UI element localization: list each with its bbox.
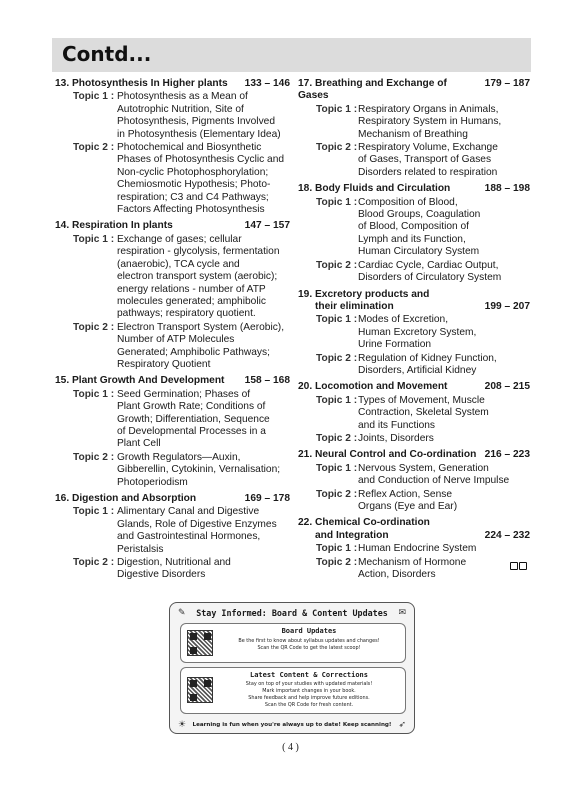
board-updates-line: Be the first to know about syllabus updates and changes! [238,638,380,644]
topic-entry [298,260,530,285]
topic-label: Topic 1 : [298,197,356,259]
topic-description [356,104,530,141]
topic-line: Regulation of Kidney Function, [358,352,497,364]
topic-label: Topic 1 : [55,506,115,556]
topic-entry [55,142,290,216]
topic-line: and its Functions [358,419,436,431]
topic-description [356,197,530,259]
chapter-title-continued: and Integration [315,529,389,541]
topic-line: Photosynthesis as a Mean of [117,91,248,103]
topic-label: Topic 1 : [298,104,356,141]
topic-description [356,463,530,488]
topic-entry [55,506,290,556]
chapter-page-range: 188 – 198 [484,183,530,195]
topic-label: Topic 2 : [298,557,356,582]
topic-line: Nervous System, Generation [358,462,489,474]
topic-line: Blood Groups, Coagulation [358,209,481,221]
topic-label: Topic 2 : [55,322,115,372]
topic-line: Human Circulatory System [358,246,480,258]
info-box-footer: Learning is fun when you're always up to date! Keep scanning! [192,722,392,728]
content-updates-line: Mark important changes in your book. [262,688,356,694]
board-updates-line: Scan the QR Code to get the latest scoop! [257,645,361,651]
chapter-title: 16. Digestion and Absorption [55,493,197,504]
topic-line: Human Endocrine System [358,543,477,555]
topic-label: Topic 1 : [55,234,115,321]
topic-label: Topic 2 : [298,489,356,514]
contents-left-column [55,78,290,582]
topic-line: Factors Affecting Photosynthesis [117,204,265,216]
page-number: ( 4 ) [282,742,299,753]
topic-line: Chemiosmotic Hypothesis; Photo- [117,179,271,191]
chapter-title: 19. Excretory products and [298,288,430,300]
board-updates-heading: Board Updates [281,627,337,635]
rocket-icon: ➶ [398,719,406,729]
topic-line: Disorders, Artificial Kidney [358,364,477,376]
chapter-title: 15. Plant Growth And Development [55,375,225,387]
topic-entry [298,395,530,432]
topic-line: Contraction, Skeletal System [358,407,489,419]
topic-description [115,234,290,321]
topic-line: Reflex Action, Sense [358,488,453,500]
topic-line: Digestion, Nutritional and [117,557,231,569]
chapter-heading [55,78,290,90]
topic-line: of Developmental Processes in a [117,425,266,437]
chapter-heading [298,517,530,542]
topic-label: Topic 1 : [55,389,115,451]
chapter-title: 22. Chemical Co-ordination [298,517,430,529]
chapter-heading [298,381,530,393]
chapter-title: 18. Body Fluids and Circulation [298,183,451,195]
updates-info-box [169,602,415,734]
topic-entry [298,433,530,445]
topic-line: respiration; C3 and C4 Pathways; [117,191,269,203]
topic-entry [55,389,290,451]
chapter-title: 21. Neural Control and Co-ordination [298,449,477,461]
topic-label: Topic 1 : [298,395,356,432]
pin-icon: ✎ [178,607,186,617]
chapter-title: 13. Photosynthesis In Higher plants [55,78,228,89]
topic-description [115,142,290,216]
topic-description [356,142,530,179]
topic-description [115,557,290,582]
topic-label: Topic 2 : [298,142,356,179]
topic-line: Disorders related to respiration [358,166,498,178]
topic-line: Photochemical and Biosynthetic [117,142,262,154]
topic-line: Digestive Disorders [117,569,206,581]
topic-entry [55,322,290,372]
topic-description [356,543,530,555]
topic-description [115,506,290,556]
topic-label: Topic 2 : [55,452,115,489]
chapter-page-range: 169 – 178 [244,493,290,504]
chapter-page-range: 216 – 223 [484,449,530,461]
board-updates-qr-code[interactable] [187,630,213,656]
topic-line: Joints, Disorders [358,432,434,444]
topic-entry [298,314,530,351]
chapter-heading [298,183,530,195]
topic-description [115,389,290,451]
chapter-heading [298,449,530,461]
topic-line: Organs (Eye and Ear) [358,501,458,512]
topic-entry [298,489,530,514]
topic-description [115,322,290,372]
topic-line: Mechanism of Hormone [358,556,467,568]
topic-line: Plant Cell [117,438,161,450]
topic-line: Exchange of gases; cellular [117,233,242,245]
topic-line: Cardiac Cycle, Cardiac Output, [358,259,499,271]
chapter-heading [55,375,290,387]
page-title: Contd... [62,42,152,66]
topic-entry [298,197,530,259]
topic-line: Generated; Amphibolic Pathways; [117,346,270,358]
topic-entry [55,91,290,141]
topic-line: (anaerobic), TCA cycle and [117,258,240,270]
chapter-title: 17. Breathing and Exchange of Gases [298,78,447,102]
topic-entry [55,234,290,321]
topic-line: Glands, Role of Digestive Enzymes [117,518,277,530]
topic-line: Mechanism of Breathing [358,128,468,140]
chapter-heading [298,78,530,103]
topic-label: Topic 2 : [55,557,115,582]
topic-label: Topic 2 : [298,260,356,285]
topic-line: Peristalsis [117,543,164,555]
topic-description [115,91,290,141]
chapter-page-range: 208 – 215 [484,381,530,393]
content-updates-panel [180,667,406,714]
chapter-page-range: 199 – 207 [484,300,530,312]
chapter-page-range: 224 – 232 [484,529,530,541]
topic-line: molecules generated; amphibolic [117,295,266,307]
topic-line: Disorders of Circulatory System [358,272,502,284]
topic-entry [298,557,530,582]
topic-description [356,314,530,351]
topic-line: Alimentary Canal and Digestive [117,506,260,518]
topic-label: Topic 1 : [298,463,356,488]
topic-line: Plant Growth Rate; Conditions of [117,401,266,413]
contents-right-column [298,78,530,581]
content-updates-heading: Latest Content & Corrections [249,671,368,679]
chapter-title: 20. Locomotion and Movement [298,381,448,393]
topic-line: Respiratory Quotient [117,358,211,370]
topic-line: Seed Germination; Phases of [117,388,251,400]
content-updates-line: Scan the QR Code for fresh content. [264,702,354,708]
topic-line: energy relations - number of ATP [117,283,266,295]
topic-line: pathways; respiratory quotient. [117,308,256,320]
chapter-title: 14. Respiration In plants [55,220,173,232]
topic-line: Growth; Differentiation, Sequence [117,413,270,425]
topic-entry [298,104,530,141]
topic-line: electron transport system (aerobic); [117,271,278,283]
topic-line: Phases of Photosynthesis Cyclic and [117,154,285,166]
chapter-page-range: 133 – 146 [244,78,290,89]
topic-label: Topic 1 : [298,543,356,555]
topic-entry [298,142,530,179]
topic-line: Number of ATP Molecules [117,334,235,346]
topic-line: Respiratory Organs in Animals, [358,103,499,115]
megaphone-icon: ✉ [398,607,406,617]
topic-line: Composition of Blood, [358,196,458,208]
topic-description [115,452,290,489]
chapter-page-range: 147 – 157 [244,220,290,232]
topic-line: Growth Regulators—Auxin, [117,451,241,463]
content-updates-line: Share feedback and help improve future editions. [248,695,370,701]
topic-description [356,557,530,582]
topic-line: Modes of Excretion, [358,314,449,326]
section-end-mark [510,562,527,570]
board-updates-panel [180,623,406,663]
header-bar [52,38,531,72]
topic-entry [298,543,530,555]
topic-line: Types of Movement, Muscle [358,394,485,406]
topic-entry [298,463,530,488]
topic-label: Topic 1 : [55,91,115,141]
content-updates-line: Stay on top of your studies with updated materials! [245,681,373,687]
topic-entry [55,452,290,489]
topic-line: respiration - glycolysis, fermentation [117,246,280,258]
topic-line: Respiratory Volume, Exchange [358,142,498,154]
topic-line: Gibberellin, Cytokinin, Vernalisation; [117,464,281,476]
topic-line: Lymph and its Function, [358,233,466,245]
topic-line: of Blood, Composition of [358,221,469,233]
chapter-heading [55,220,290,232]
lightbulb-icon: ☀ [178,719,187,729]
chapter-page-range: 158 – 168 [244,375,290,387]
topic-line: and Conduction of Nerve Impulse [358,475,510,487]
topic-description [356,260,530,285]
topic-label: Topic 2 : [55,142,115,216]
topic-line: and Gastrointestinal Hormones, [117,531,261,543]
topic-line: of Gases, Transport of Gases [358,154,492,166]
topic-description [356,433,530,445]
topic-line: Urine Formation [358,339,432,351]
topic-description [356,353,530,378]
topic-line: in Photosynthesis (Elementary Idea) [117,128,281,140]
topic-label: Topic 2 : [298,353,356,378]
topic-line: Electron Transport System (Aerobic), [117,321,285,333]
topic-line: Non-cyclic Photophosphorylation; [117,166,269,178]
topic-line: Human Excretory System, [358,326,477,338]
topic-line: Action, Disorders [358,569,436,581]
topic-entry [298,353,530,378]
chapter-heading [55,493,290,505]
chapter-title-continued: their elimination [315,300,394,312]
topic-line: Photoperiodism [117,476,188,488]
topic-label: Topic 2 : [298,433,356,445]
info-box-title: Stay Informed: Board & Content Updates [196,608,388,618]
topic-line: Photosynthesis, Pigments Involved [117,116,275,128]
topic-description [356,489,530,514]
topic-description [356,395,530,432]
topic-line: Autotrophic Nutrition, Site of [117,103,244,115]
topic-entry [55,557,290,582]
topic-label: Topic 1 : [298,314,356,351]
chapter-page-range: 179 – 187 [484,78,530,89]
chapter-heading [298,289,530,314]
topic-line: Respiratory System in Humans, [358,116,502,128]
content-updates-qr-code[interactable] [187,677,213,703]
